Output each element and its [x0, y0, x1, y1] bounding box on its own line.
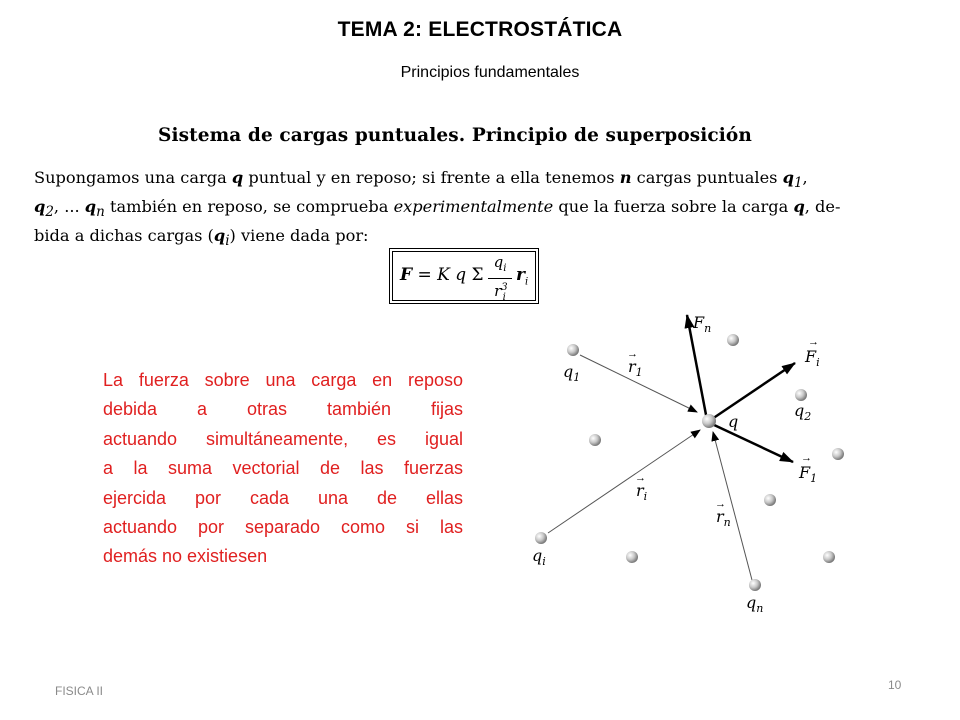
label-qi: $q_i$ — [532, 546, 546, 568]
charge — [764, 494, 776, 506]
label-Fi: $F_i$ — [805, 347, 820, 369]
formula-lhs: F = K q Σ — [400, 265, 484, 285]
book-section-title: Sistema de cargas puntuales. Principio de superposición — [158, 125, 752, 146]
note-line: actuando simultáneamente, es igual — [103, 428, 463, 449]
label-Fn: $F_n$ — [693, 313, 712, 335]
label-r1-arrow: → — [627, 348, 638, 360]
charge — [589, 434, 601, 446]
label-F1: $F_1$ — [799, 463, 818, 485]
charge-q — [702, 414, 716, 428]
vector-F1 — [712, 424, 793, 462]
note-line: ejercida por cada una de ellas — [103, 487, 463, 508]
label-qn: $q_n$ — [746, 593, 764, 615]
note-line: demás no existiesen — [103, 546, 268, 567]
book-paragraph-line-3: bida a dichas cargas $(q_i)$ viene dada por: — [34, 226, 369, 250]
note-line: debida a otras también fijas — [103, 399, 463, 420]
charge-qi — [535, 532, 547, 544]
label-q2: $q_2$ — [794, 401, 812, 423]
label-r1: $r_1$ — [628, 357, 643, 379]
slide-title: TEMA 2: ELECTROSTÁTICA — [337, 18, 623, 41]
charge — [823, 551, 835, 563]
vector-Fi — [712, 363, 795, 419]
label-q: q — [728, 412, 739, 431]
charge — [727, 334, 739, 346]
label-rn-arrow: → — [715, 498, 726, 510]
label-q1: $q_1$ — [563, 362, 581, 384]
page-number: 10 — [888, 678, 902, 692]
charge — [832, 448, 844, 460]
note-line: La fuerza sobre una carga en reposo — [103, 370, 463, 390]
label-F1-arrow: → — [801, 452, 812, 464]
vector-ri — [548, 430, 700, 533]
slide-subtitle: Principios fundamentales — [400, 64, 580, 81]
label-ri-arrow: → — [635, 472, 646, 484]
charge-q1 — [567, 344, 579, 356]
label-Fi-arrow: → — [808, 336, 819, 348]
footer-course: FISICA II — [55, 684, 104, 698]
label-ri: $r_i$ — [636, 481, 648, 503]
charge-q2 — [795, 389, 807, 401]
formula-fraction: $\frac{q_i}{r^3_i}$ — [488, 253, 512, 307]
note-line: a la suma vectorial de las fuerzas — [103, 458, 463, 479]
vector-r1 — [580, 355, 697, 412]
book-paragraph-line-2: $q_2$, ... $q_n$ también en reposo, se comprueba experimentalmente que la fuerza sobre la carga q, de- — [34, 197, 841, 221]
formula-vector-r: $r_i$ — [516, 265, 529, 288]
label-rn: $r_n$ — [716, 507, 731, 529]
note-line: actuando por separado como si las — [103, 517, 463, 538]
charge-qn — [749, 579, 761, 591]
charge — [626, 551, 638, 563]
book-paragraph-line-1: Supongamos una carga q puntual y en reposo; si frente a ella tenemos n cargas puntuales $q_1$, — [34, 168, 808, 192]
